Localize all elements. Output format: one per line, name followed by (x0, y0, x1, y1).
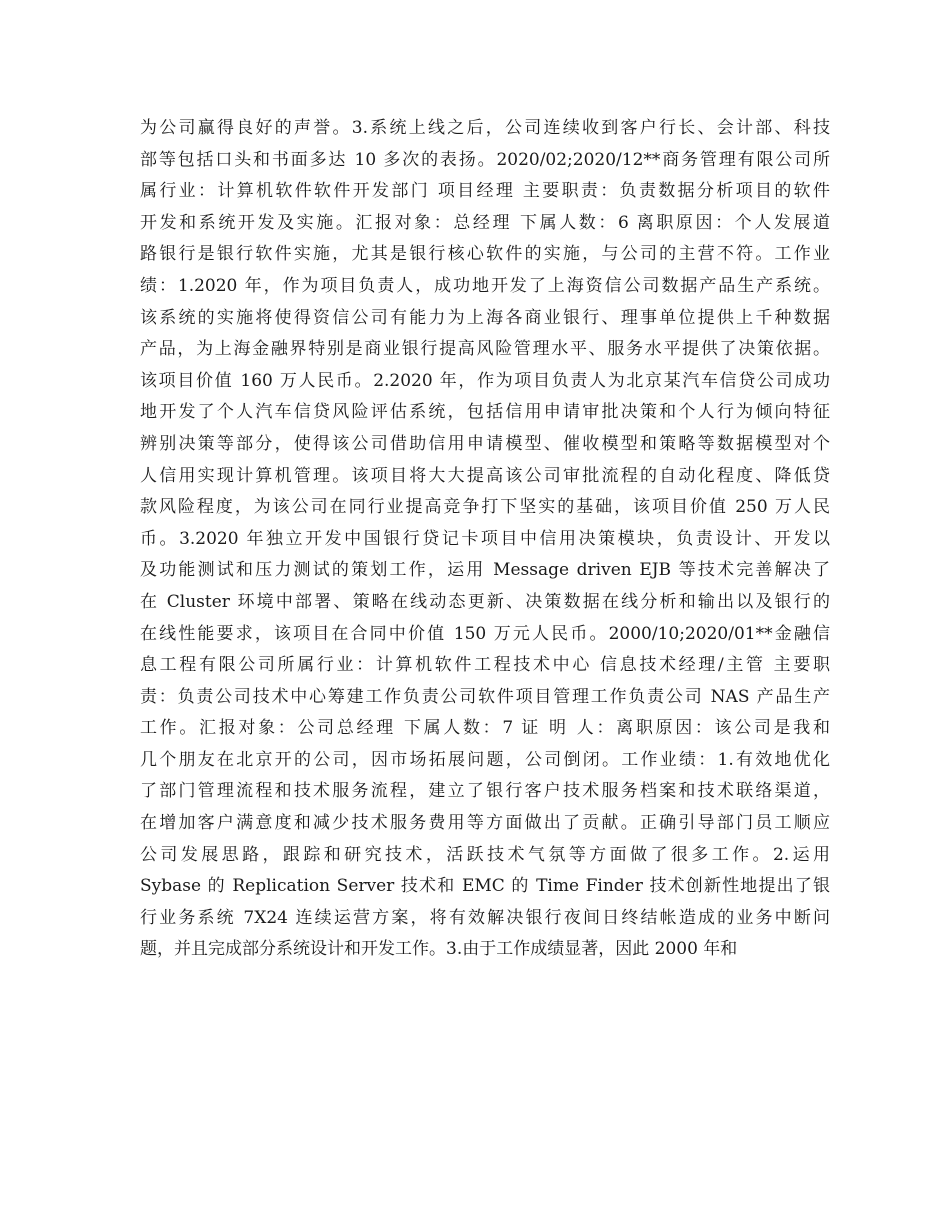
text-line: 路银行是银行软件实施，尤其是银行核心软件的实施，与公司的主营不符。工作业 (140, 244, 830, 265)
text-line: 责：负责公司技术中心筹建工作负责公司软件项目管理工作负责公司 NAS 产品生产 (140, 686, 830, 707)
text-line: 开发和系统开发及实施。汇报对象：总经理 下属人数：6 离职原因：个人发展道 (140, 212, 830, 233)
text-line: 公司发展思路，跟踪和研究技术，活跃技术气氛等方面做了很多工作。2.运用 (140, 844, 830, 865)
text-line: 人信用实现计算机管理。该项目将大大提高该公司审批流程的自动化程度、降低贷 (140, 465, 830, 486)
text-line: 为公司赢得良好的声誉。3.系统上线之后，公司连续收到客户行长、会计部、科技 (140, 118, 830, 138)
text-line: Sybase 的 Replication Server 技术和 EMC 的 Time Finder 技术创新性地提出了银 (140, 876, 830, 897)
text-line: 辨别决策等部分，使得该公司借助信用申请模型、催收模型和策略等数据模型对个 (140, 433, 830, 454)
text-line: 产品，为上海金融界特别是商业银行提高风险管理水平、服务水平提供了决策依据。 (140, 339, 830, 360)
text-line: 息工程有限公司所属行业：计算机软件工程技术中心 信息技术经理/主管 主要职 (140, 655, 830, 676)
text-line: 款风险程度，为该公司在同行业提高竞争打下坚实的基础，该项目价值 250 万人民 (140, 497, 830, 518)
text-line: 行业务系统 7X24 连续运营方案，将有效解决银行夜间日终结帐造成的业务中断问 (140, 907, 830, 928)
text-line: 属行业：计算机软件软件开发部门 项目经理 主要职责：负责数据分析项目的软件 (140, 181, 830, 202)
text-line: 该项目价值 160 万人民币。2.2020 年，作为项目负责人为北京某汽车信贷公司成功 (140, 370, 830, 391)
text-line: 工作。汇报对象：公司总经理 下属人数：7 证 明 人：离职原因：该公司是我和 (140, 718, 830, 739)
text-line: 了部门管理流程和技术服务流程，建立了银行客户技术服务档案和技术联络渠道， (140, 781, 830, 802)
text-line: 币。3.2020 年独立开发中国银行贷记卡项目中信用决策模块，负责设计、开发以 (140, 528, 830, 549)
text-line: 题，并且完成部分系统设计和开发工作。3.由于工作成绩显著，因此 2000 年和 (140, 939, 738, 960)
text-line: 绩：1.2020 年，作为项目负责人，成功地开发了上海资信公司数据产品生产系统。 (140, 275, 830, 296)
text-line: 几个朋友在北京开的公司，因市场拓展问题，公司倒闭。工作业绩：1.有效地优化 (140, 749, 830, 770)
text-line: 及功能测试和压力测试的策划工作，运用 Message driven EJB 等技术完善解决了 (140, 560, 830, 581)
text-line: 在线性能要求，该项目在合同中价值 150 万元人民币。2000/10;2020/01**金融信 (140, 623, 830, 644)
body-paragraph (140, 113, 830, 966)
text-line: 地开发了个人汽车信贷风险评估系统，包括信用申请审批决策和个人行为倾向特征 (140, 402, 830, 423)
text-line: 部等包括口头和书面多达 10 多次的表扬。2020/02;2020/12**商务管理有限公司所 (140, 149, 830, 170)
text-line: 该系统的实施将使得资信公司有能力为上海各商业银行、理事单位提供上千种数据 (140, 307, 830, 328)
text-line: 在增加客户满意度和减少技术服务费用等方面做出了贡献。正确引导部门员工顺应 (140, 813, 830, 834)
text-line: 在 Cluster 环境中部署、策略在线动态更新、决策数据在线分析和输出以及银行的 (140, 591, 830, 612)
